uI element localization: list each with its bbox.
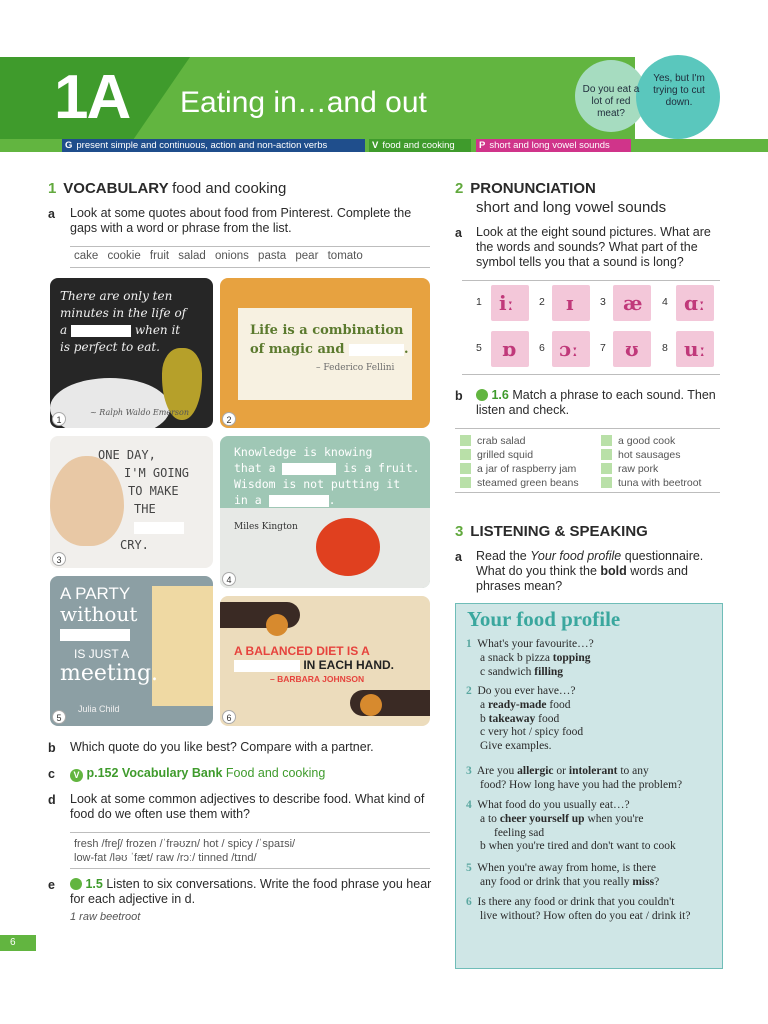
sound-picture-7: ʊ	[613, 331, 651, 367]
profile-question-3: 3 Are you allergic or intolerant to any food? How long have you had the problem?	[466, 765, 683, 791]
sound-picture-3: æ	[613, 285, 651, 321]
vocab-d-letter: d	[48, 793, 56, 807]
audio-play-icon[interactable]	[70, 878, 82, 890]
divider	[462, 280, 720, 281]
listening-heading: 3 LISTENING & SPEAKING	[455, 523, 648, 540]
page-number: 6	[0, 935, 36, 951]
bubble-left-text: Do you eat a lot of red meat?	[582, 84, 640, 119]
pron-subtitle: short and long vowel sounds	[476, 199, 667, 216]
quote-tile-6: A BALANCED DIET IS A IN EACH HAND. – BARBARA JOHNSON 6	[220, 596, 430, 726]
quote-number: 3	[52, 552, 66, 566]
quote-number: 4	[222, 572, 236, 586]
quote-author: ~ Ralph Waldo Emerson	[90, 408, 189, 417]
checkbox[interactable]	[460, 449, 471, 460]
vocab-e-example: 1 raw beetroot	[70, 911, 141, 923]
sound-number: 3	[600, 296, 606, 308]
vocab-e-instruction: 1.5 Listen to six conversations. Write the food phrase you hear for each adjective in d.	[70, 877, 432, 906]
tag-grammar: G present simple and continuous, action and non-action verbs	[62, 139, 365, 152]
quote-tile-3: ONE DAY, I'M GOING TO MAKE THE CRY. 3	[50, 436, 213, 568]
cake-image	[152, 586, 213, 706]
pron-b-instruction: 1.6 Match a phrase to each sound. Then listen and check.	[476, 388, 716, 417]
unit-title: Eating in…and out	[180, 86, 427, 119]
blank-gap	[234, 660, 300, 672]
divider	[462, 374, 720, 375]
pron-a-letter: a	[455, 226, 462, 240]
checkbox[interactable]	[460, 435, 471, 446]
phrase-list-right: a good cook hot sausages raw pork tuna with beetroot	[601, 434, 723, 490]
divider	[455, 492, 720, 493]
sound-number: 6	[539, 342, 545, 354]
bubble-right-text: Yes, but I'm trying to cut down.	[653, 73, 705, 108]
sound-picture-1: iː	[491, 285, 529, 321]
sound-number: 4	[662, 296, 668, 308]
divider	[70, 868, 430, 869]
sound-number: 1	[476, 296, 482, 308]
quote-number: 5	[52, 710, 66, 724]
quote-author: – BARBARA JOHNSON	[270, 674, 365, 684]
tag-pronunciation: P short and long vowel sounds	[476, 139, 631, 152]
quote-tile-4: Knowledge is knowing that a is a fruit. Wisdom is not putting it in a . Miles Kington 4	[220, 436, 430, 588]
vocab-b-instruction: Which quote do you like best? Compare with a partner.	[70, 740, 374, 754]
quote-author: Miles Kington	[234, 522, 298, 532]
sound-number: 5	[476, 342, 482, 354]
sound-number: 7	[600, 342, 606, 354]
vocab-bank-link[interactable]: V p.152 Vocabulary Bank Food and cooking	[70, 766, 325, 782]
listening-a-letter: a	[455, 550, 462, 564]
divider	[70, 246, 430, 247]
divider	[455, 428, 720, 429]
checkbox[interactable]	[460, 477, 471, 488]
phrase-list-left: crab salad grilled squid a jar of raspberry jam steamed green beans	[460, 434, 600, 490]
vocab-c-letter: c	[48, 767, 55, 781]
pron-heading: 2 PRONUNCIATION	[455, 180, 596, 197]
quote-number: 6	[222, 710, 236, 724]
blank-gap	[71, 325, 131, 337]
profile-question-1: 1 What's your favourite…? a snack b pizza topping c sandwich filling	[466, 638, 594, 678]
vocab-e-letter: e	[48, 878, 55, 892]
vocab-heading: 1 VOCABULARY food and cooking	[48, 180, 287, 197]
sound-number: 8	[662, 342, 668, 354]
blank-gap	[349, 344, 404, 356]
audio-play-icon[interactable]	[476, 389, 488, 401]
sound-picture-2: ɪ	[552, 285, 590, 321]
checkbox[interactable]	[601, 477, 612, 488]
quote-tile-1: There are only ten minutes in the life of a when it is perfect to eat. ~ Ralph Waldo Emerson 1	[50, 278, 213, 428]
food-profile-title: Your food profile	[467, 607, 621, 631]
unit-number: 1A	[54, 63, 130, 132]
quote-tile-5: A PARTY without IS JUST A meeting. Julia Child 5	[50, 576, 213, 726]
word-list: cake cookie fruit salad onions pasta pear tomato	[74, 250, 363, 262]
quote-author: – Federico Fellini	[316, 363, 395, 373]
profile-question-2: 2 Do you ever have…? a ready-made food b takeaway food c very hot / spicy food Give examples.	[466, 685, 584, 753]
checkbox[interactable]	[601, 463, 612, 474]
divider	[70, 832, 430, 833]
sound-picture-4: ɑː	[676, 285, 714, 321]
vocabulary-icon: V	[70, 769, 83, 782]
checkbox[interactable]	[460, 463, 471, 474]
blank-gap	[60, 629, 130, 641]
blank-gap	[269, 495, 329, 507]
pron-b-letter: b	[455, 389, 463, 403]
sound-picture-8: uː	[676, 331, 714, 367]
blank-gap	[282, 463, 336, 475]
quote-tile-2: Life is a combination of magic and . – Federico Fellini 2	[220, 278, 430, 428]
checkbox[interactable]	[601, 449, 612, 460]
sound-number: 2	[539, 296, 545, 308]
checkbox[interactable]	[601, 435, 612, 446]
profile-question-5: 5 When you're away from home, is there any food or drink that you really miss?	[466, 862, 660, 888]
vocab-d-instruction: Look at some common adjectives to describe food. What kind of food do we often use them with?	[70, 792, 425, 821]
vocab-a-instruction: Look at some quotes about food from Pinterest. Complete the gaps with a word or phrase from the list.	[70, 206, 412, 235]
profile-question-4: 4 What food do you usually eat…? a to cheer yourself up when you're feeling sad b when you're tired and don't want to cook	[466, 799, 676, 853]
listening-a-instruction: Read the Your food profile questionnaire. What do you think the bold words and phrases mean?	[476, 549, 704, 593]
blank-gap	[134, 522, 184, 534]
profile-question-6: 6 Is there any food or drink that you couldn't live without? How often do you eat / drink it?	[466, 896, 691, 922]
adjective-list: fresh /freʃ/ frozen /ˈfrəʊzn/ hot / spicy /ˈspaɪsi/ low-fat /ləʊ ˈfæt/ raw /rɔː/ tinned /tɪnd/	[74, 838, 296, 864]
vocab-b-letter: b	[48, 741, 56, 755]
vocab-a-letter: a	[48, 207, 55, 221]
hand-with-cookie	[220, 602, 300, 628]
sound-picture-5: ɒ	[491, 331, 529, 367]
tag-vocabulary: V food and cooking	[369, 139, 471, 152]
sound-picture-6: ɔː	[552, 331, 590, 367]
quote-number: 1	[52, 412, 66, 426]
tomato-image	[316, 518, 380, 576]
quote-number: 2	[222, 412, 236, 426]
pron-a-instruction: Look at the eight sound pictures. What are the words and sounds? What part of the symbol tells you that a sound is long?	[476, 225, 711, 269]
quote-author: Julia Child	[78, 704, 120, 714]
divider	[70, 267, 430, 268]
